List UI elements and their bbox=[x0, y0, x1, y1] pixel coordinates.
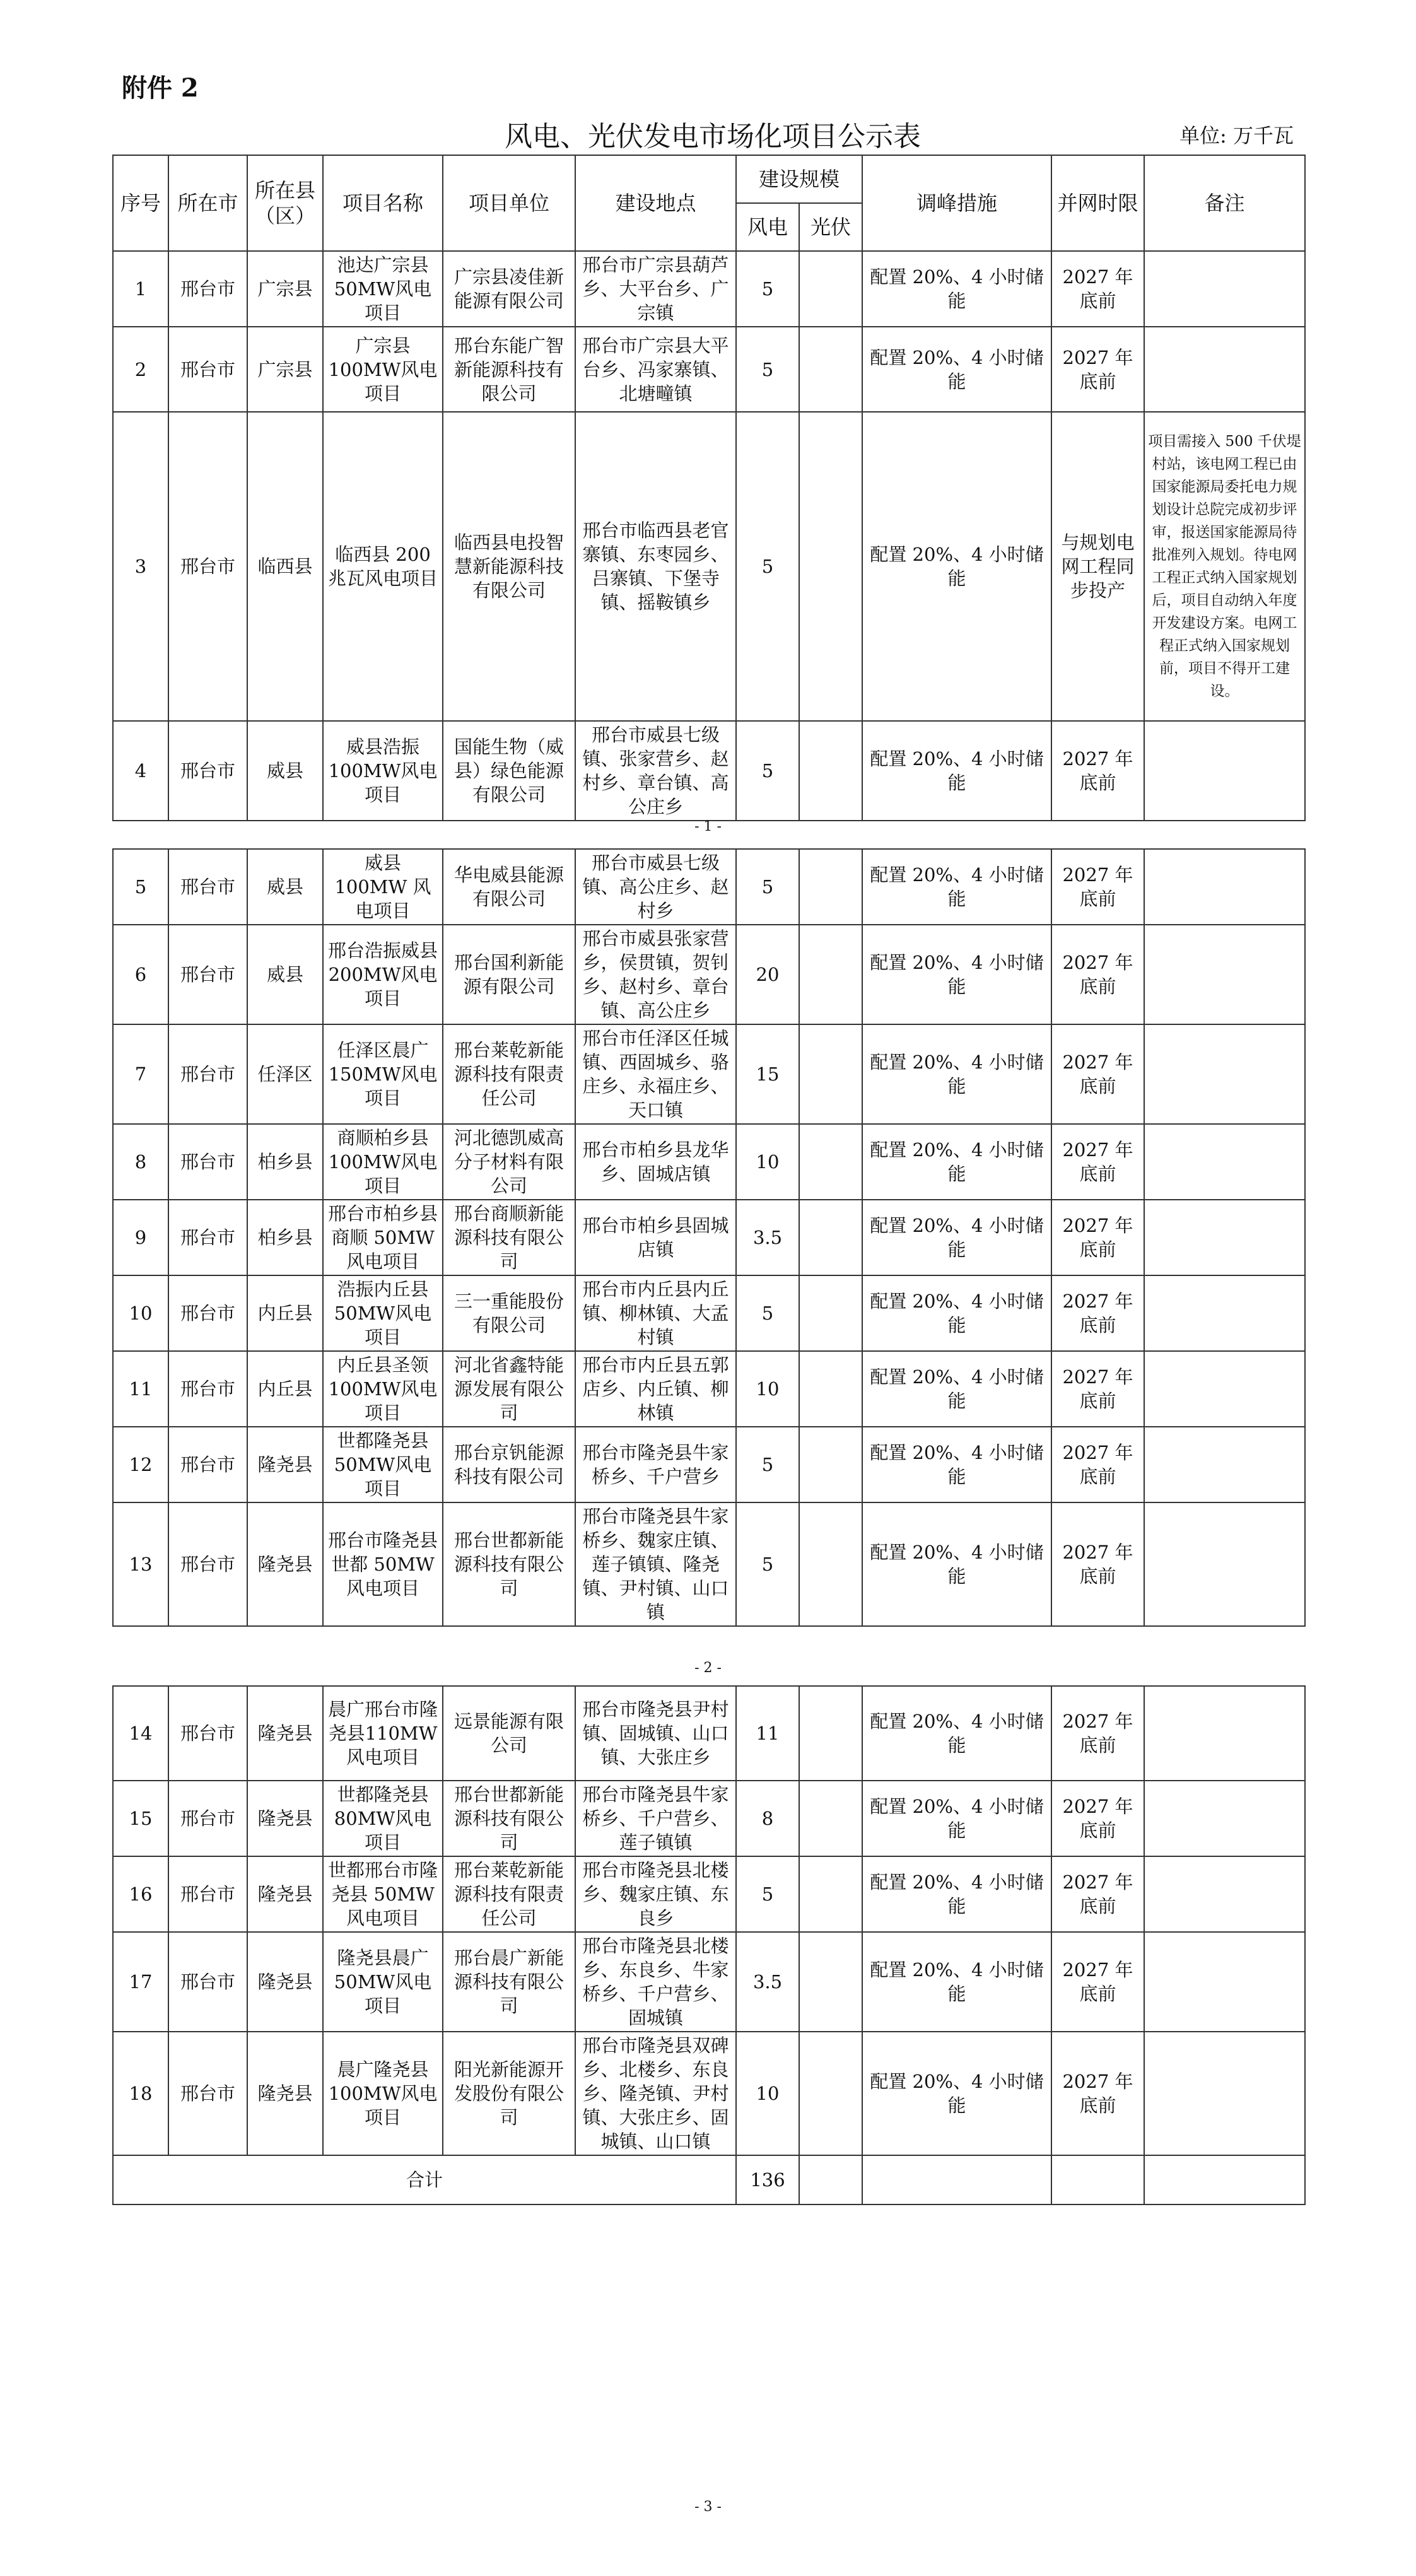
table-row bbox=[113, 251, 1305, 327]
row-remark bbox=[1144, 1200, 1305, 1275]
row-solar-capacity bbox=[799, 1686, 862, 1781]
row-company: 远景能源有限公司 bbox=[443, 1686, 575, 1781]
row-solar-capacity bbox=[799, 412, 862, 721]
row-remark bbox=[1144, 1124, 1305, 1200]
row-project-name: 世都隆尧县50MW风电项目 bbox=[323, 1427, 443, 1502]
row-remark bbox=[1144, 1686, 1305, 1781]
row-grid-deadline: 2027 年底前 bbox=[1051, 1351, 1144, 1427]
row-peak-measure: 配置 20%、4 小时储能 bbox=[862, 412, 1051, 721]
row-city: 邢台市 bbox=[168, 1932, 247, 2032]
row-solar-capacity bbox=[799, 721, 862, 821]
row-wind-capacity: 11 bbox=[736, 1686, 799, 1781]
total-wind: 136 bbox=[736, 2155, 799, 2204]
row-solar-capacity bbox=[799, 1351, 862, 1427]
row-wind-capacity: 5 bbox=[736, 412, 799, 721]
table-row bbox=[113, 327, 1305, 412]
row-city: 邢台市 bbox=[168, 925, 247, 1024]
row-wind-capacity: 5 bbox=[736, 251, 799, 327]
row-seq: 14 bbox=[113, 1686, 168, 1781]
row-grid-deadline: 2027 年底前 bbox=[1051, 1200, 1144, 1275]
row-peak-measure: 配置 20%、4 小时储能 bbox=[862, 1502, 1051, 1626]
row-company: 国能生物（威县）绿色能源有限公司 bbox=[443, 721, 575, 821]
row-solar-capacity bbox=[799, 925, 862, 1024]
row-company: 邢台莱乾新能源科技有限责任公司 bbox=[443, 1024, 575, 1124]
total-peak bbox=[862, 2155, 1051, 2204]
row-project-name: 广宗县100MW风电项目 bbox=[323, 327, 443, 412]
row-seq: 13 bbox=[113, 1502, 168, 1626]
row-city: 邢台市 bbox=[168, 1781, 247, 1856]
table-row bbox=[113, 1024, 1305, 1124]
row-wind-capacity: 5 bbox=[736, 327, 799, 412]
row-company: 广宗县凌佳新能源有限公司 bbox=[443, 251, 575, 327]
row-grid-deadline: 2027 年底前 bbox=[1051, 1124, 1144, 1200]
row-grid-deadline: 与规划电网工程同步投产 bbox=[1051, 412, 1144, 721]
row-grid-deadline: 2027 年底前 bbox=[1051, 2032, 1144, 2155]
row-remark bbox=[1144, 1502, 1305, 1626]
row-seq: 12 bbox=[113, 1427, 168, 1502]
row-solar-capacity bbox=[799, 1502, 862, 1626]
header-grid-time: 并网时限 bbox=[1051, 155, 1144, 251]
total-solar bbox=[799, 2155, 862, 2204]
row-peak-measure: 配置 20%、4 小时储能 bbox=[862, 327, 1051, 412]
row-company: 河北德凯威高分子材料有限公司 bbox=[443, 1124, 575, 1200]
row-peak-measure: 配置 20%、4 小时储能 bbox=[862, 721, 1051, 821]
row-company: 邢台世都新能源科技有限公司 bbox=[443, 1502, 575, 1626]
row-remark bbox=[1144, 1781, 1305, 1856]
row-location: 邢台市柏乡县固城店镇 bbox=[575, 1200, 736, 1275]
row-county: 隆尧县 bbox=[247, 1502, 323, 1626]
row-solar-capacity bbox=[799, 2032, 862, 2155]
row-seq: 10 bbox=[113, 1275, 168, 1351]
row-remark bbox=[1144, 251, 1305, 327]
row-peak-measure: 配置 20%、4 小时储能 bbox=[862, 1351, 1051, 1427]
header-peak: 调峰措施 bbox=[862, 155, 1051, 251]
row-project-name: 内丘县圣领100MW风电项目 bbox=[323, 1351, 443, 1427]
table-row bbox=[113, 849, 1305, 925]
table-row bbox=[113, 1932, 1305, 2032]
row-location: 邢台市临西县老官寨镇、东枣园乡、吕寨镇、下堡寺镇、摇鞍镇乡 bbox=[575, 412, 736, 721]
row-city: 邢台市 bbox=[168, 2032, 247, 2155]
row-seq: 18 bbox=[113, 2032, 168, 2155]
attachment-label: 附件 2 bbox=[122, 73, 199, 103]
row-grid-deadline: 2027 年底前 bbox=[1051, 1856, 1144, 1932]
row-seq: 1 bbox=[113, 251, 168, 327]
row-grid-deadline: 2027 年底前 bbox=[1051, 1502, 1144, 1626]
row-project-name: 池达广宗县50MW风电项目 bbox=[323, 251, 443, 327]
row-seq: 16 bbox=[113, 1856, 168, 1932]
row-city: 邢台市 bbox=[168, 1427, 247, 1502]
row-solar-capacity bbox=[799, 1275, 862, 1351]
row-peak-measure: 配置 20%、4 小时储能 bbox=[862, 1427, 1051, 1502]
row-remark: 项目需接入 500 千伏堤村站，该电网工程已由国家能源局委托电力规划设计总院完成初步评审，报送国家能源局待批准列入规划。待电网工程正式纳入国家规划后，项目自动纳入年度开发建设方案。电网工程正式纳入国家规划前，项目不得开工建设。 bbox=[1144, 412, 1305, 721]
row-location: 邢台市广宗县大平台乡、冯家寨镇、北塘疃镇 bbox=[575, 327, 736, 412]
row-peak-measure: 配置 20%、4 小时储能 bbox=[862, 1781, 1051, 1856]
table-row bbox=[113, 1200, 1305, 1275]
row-project-name: 世都邢台市隆尧县 50MW风电项目 bbox=[323, 1856, 443, 1932]
row-remark bbox=[1144, 1427, 1305, 1502]
row-seq: 8 bbox=[113, 1124, 168, 1200]
header-city: 所在市 bbox=[168, 155, 247, 251]
row-peak-measure: 配置 20%、4 小时储能 bbox=[862, 251, 1051, 327]
row-remark bbox=[1144, 1932, 1305, 2032]
row-wind-capacity: 5 bbox=[736, 721, 799, 821]
row-remark bbox=[1144, 1856, 1305, 1932]
row-company: 邢台京钒能源科技有限公司 bbox=[443, 1427, 575, 1502]
row-location: 邢台市广宗县葫芦乡、大平台乡、广宗镇 bbox=[575, 251, 736, 327]
row-project-name: 隆尧县晨广50MW风电项目 bbox=[323, 1932, 443, 2032]
row-county: 任泽区 bbox=[247, 1024, 323, 1124]
row-company: 邢台世都新能源科技有限公司 bbox=[443, 1781, 575, 1856]
total-grid bbox=[1051, 2155, 1144, 2204]
row-county: 临西县 bbox=[247, 412, 323, 721]
row-peak-measure: 配置 20%、4 小时储能 bbox=[862, 1686, 1051, 1781]
row-city: 邢台市 bbox=[168, 721, 247, 821]
row-city: 邢台市 bbox=[168, 1351, 247, 1427]
row-city: 邢台市 bbox=[168, 1200, 247, 1275]
unit-label: 单位: 万千瓦 bbox=[1179, 124, 1294, 148]
table-row bbox=[113, 1124, 1305, 1200]
row-seq: 7 bbox=[113, 1024, 168, 1124]
row-seq: 11 bbox=[113, 1351, 168, 1427]
row-peak-measure: 配置 20%、4 小时储能 bbox=[862, 2032, 1051, 2155]
total-remark bbox=[1144, 2155, 1305, 2204]
row-seq: 6 bbox=[113, 925, 168, 1024]
row-location: 邢台市内丘县五郭店乡、内丘镇、柳林镇 bbox=[575, 1351, 736, 1427]
row-city: 邢台市 bbox=[168, 849, 247, 925]
table-row bbox=[113, 2032, 1305, 2155]
row-city: 邢台市 bbox=[168, 412, 247, 721]
row-seq: 9 bbox=[113, 1200, 168, 1275]
row-location: 邢台市隆尧县牛家桥乡、千户营乡、莲子镇镇 bbox=[575, 1781, 736, 1856]
row-wind-capacity: 5 bbox=[736, 1275, 799, 1351]
row-location: 邢台市任泽区任城镇、西固城乡、骆庄乡、永福庄乡、天口镇 bbox=[575, 1024, 736, 1124]
row-location: 邢台市内丘县内丘镇、柳林镇、大孟村镇 bbox=[575, 1275, 736, 1351]
row-seq: 5 bbox=[113, 849, 168, 925]
row-project-name: 浩振内丘县50MW风电项目 bbox=[323, 1275, 443, 1351]
table-row bbox=[113, 925, 1305, 1024]
row-company: 邢台国利新能源有限公司 bbox=[443, 925, 575, 1024]
row-location: 邢台市威县七级镇、张家营乡、赵村乡、章台镇、高公庄乡 bbox=[575, 721, 736, 821]
row-remark bbox=[1144, 1351, 1305, 1427]
row-peak-measure: 配置 20%、4 小时储能 bbox=[862, 1124, 1051, 1200]
row-location: 邢台市柏乡县龙华乡、固城店镇 bbox=[575, 1124, 736, 1200]
row-grid-deadline: 2027 年底前 bbox=[1051, 721, 1144, 821]
page-number: - 2 - bbox=[694, 1660, 722, 1676]
row-grid-deadline: 2027 年底前 bbox=[1051, 1781, 1144, 1856]
row-remark bbox=[1144, 1024, 1305, 1124]
row-county: 隆尧县 bbox=[247, 1856, 323, 1932]
row-seq: 15 bbox=[113, 1781, 168, 1856]
row-company: 华电威县能源有限公司 bbox=[443, 849, 575, 925]
header-county: 所在县（区） bbox=[247, 155, 323, 251]
row-seq: 2 bbox=[113, 327, 168, 412]
table-body-page-3 bbox=[113, 1686, 1305, 2155]
row-solar-capacity bbox=[799, 1200, 862, 1275]
row-county: 柏乡县 bbox=[247, 1124, 323, 1200]
row-peak-measure: 配置 20%、4 小时储能 bbox=[862, 925, 1051, 1024]
row-peak-measure: 配置 20%、4 小时储能 bbox=[862, 1856, 1051, 1932]
row-project-name: 任泽区晨广150MW风电项目 bbox=[323, 1024, 443, 1124]
row-company: 邢台莱乾新能源科技有限责任公司 bbox=[443, 1856, 575, 1932]
row-grid-deadline: 2027 年底前 bbox=[1051, 1275, 1144, 1351]
header-company: 项目单位 bbox=[443, 155, 575, 251]
row-solar-capacity bbox=[799, 1932, 862, 2032]
total-label: 合计 bbox=[113, 2155, 736, 2204]
row-seq: 17 bbox=[113, 1932, 168, 2032]
row-remark bbox=[1144, 1275, 1305, 1351]
row-location: 邢台市威县七级镇、高公庄乡、赵村乡 bbox=[575, 849, 736, 925]
row-location: 邢台市隆尧县北楼乡、东良乡、牛家桥乡、千户营乡、固城镇 bbox=[575, 1932, 736, 2032]
table-row bbox=[113, 1427, 1305, 1502]
row-peak-measure: 配置 20%、4 小时储能 bbox=[862, 1275, 1051, 1351]
row-wind-capacity: 10 bbox=[736, 1351, 799, 1427]
row-remark bbox=[1144, 721, 1305, 821]
row-company: 三一重能股份有限公司 bbox=[443, 1275, 575, 1351]
row-wind-capacity: 5 bbox=[736, 849, 799, 925]
row-grid-deadline: 2027 年底前 bbox=[1051, 849, 1144, 925]
row-city: 邢台市 bbox=[168, 251, 247, 327]
project-table-page-1 bbox=[112, 155, 1306, 821]
project-table-page-3 bbox=[112, 1685, 1306, 2205]
row-company: 河北省鑫特能源发展有限公司 bbox=[443, 1351, 575, 1427]
row-project-name: 晨广邢台市隆尧县110MW风电项目 bbox=[323, 1686, 443, 1781]
row-wind-capacity: 5 bbox=[736, 1856, 799, 1932]
page-number: - 3 - bbox=[694, 2499, 722, 2515]
row-county: 威县 bbox=[247, 721, 323, 821]
row-county: 隆尧县 bbox=[247, 1427, 323, 1502]
row-remark bbox=[1144, 327, 1305, 412]
header-scale: 建设规模 bbox=[736, 155, 862, 203]
page-number: - 1 - bbox=[694, 819, 722, 834]
row-city: 邢台市 bbox=[168, 1124, 247, 1200]
row-peak-measure: 配置 20%、4 小时储能 bbox=[862, 1200, 1051, 1275]
row-grid-deadline: 2027 年底前 bbox=[1051, 1932, 1144, 2032]
row-location: 邢台市威县张家营乡，侯贯镇，贺钊乡、赵村乡、章台镇、高公庄乡 bbox=[575, 925, 736, 1024]
row-grid-deadline: 2027 年底前 bbox=[1051, 1427, 1144, 1502]
row-peak-measure: 配置 20%、4 小时储能 bbox=[862, 849, 1051, 925]
row-grid-deadline: 2027 年底前 bbox=[1051, 1024, 1144, 1124]
header-remark: 备注 bbox=[1144, 155, 1305, 251]
row-wind-capacity: 5 bbox=[736, 1427, 799, 1502]
table-row bbox=[113, 1275, 1305, 1351]
row-city: 邢台市 bbox=[168, 1502, 247, 1626]
table-row bbox=[113, 1502, 1305, 1626]
table-row bbox=[113, 1351, 1305, 1427]
row-location: 邢台市隆尧县牛家桥乡、魏家庄镇、莲子镇镇、隆尧镇、尹村镇、山口镇 bbox=[575, 1502, 736, 1626]
row-wind-capacity: 8 bbox=[736, 1781, 799, 1856]
row-solar-capacity bbox=[799, 1124, 862, 1200]
row-county: 隆尧县 bbox=[247, 1932, 323, 2032]
row-solar-capacity bbox=[799, 327, 862, 412]
row-project-name: 世都隆尧县80MW风电项目 bbox=[323, 1781, 443, 1856]
row-county: 隆尧县 bbox=[247, 2032, 323, 2155]
row-project-name: 邢台浩振威县200MW风电项目 bbox=[323, 925, 443, 1024]
row-county: 隆尧县 bbox=[247, 1781, 323, 1856]
row-wind-capacity: 15 bbox=[736, 1024, 799, 1124]
row-project-name: 威县 100MW 风电项目 bbox=[323, 849, 443, 925]
row-company: 阳光新能源开发股份有限公司 bbox=[443, 2032, 575, 2155]
row-grid-deadline: 2027 年底前 bbox=[1051, 327, 1144, 412]
table-row bbox=[113, 721, 1305, 821]
row-company: 临西县电投智慧新能源科技有限公司 bbox=[443, 412, 575, 721]
row-grid-deadline: 2027 年底前 bbox=[1051, 251, 1144, 327]
row-city: 邢台市 bbox=[168, 1686, 247, 1781]
table-row bbox=[113, 412, 1305, 721]
row-peak-measure: 配置 20%、4 小时储能 bbox=[862, 1932, 1051, 2032]
row-county: 威县 bbox=[247, 925, 323, 1024]
row-county: 内丘县 bbox=[247, 1275, 323, 1351]
row-location: 邢台市隆尧县牛家桥乡、千户营乡 bbox=[575, 1427, 736, 1502]
row-solar-capacity bbox=[799, 251, 862, 327]
row-peak-measure: 配置 20%、4 小时储能 bbox=[862, 1024, 1051, 1124]
row-wind-capacity: 3.5 bbox=[736, 1932, 799, 2032]
row-company: 邢台商顺新能源科技有限公司 bbox=[443, 1200, 575, 1275]
row-county: 隆尧县 bbox=[247, 1686, 323, 1781]
row-remark bbox=[1144, 925, 1305, 1024]
header-wind: 风电 bbox=[736, 203, 799, 251]
row-seq: 4 bbox=[113, 721, 168, 821]
row-county: 广宗县 bbox=[247, 251, 323, 327]
row-project-name: 商顺柏乡县100MW风电项目 bbox=[323, 1124, 443, 1200]
row-project-name: 威县浩振100MW风电项目 bbox=[323, 721, 443, 821]
row-project-name: 临西县 200 兆瓦风电项目 bbox=[323, 412, 443, 721]
row-location: 邢台市隆尧县双碑乡、北楼乡、东良乡、隆尧镇、尹村镇、大张庄乡、固城镇、山口镇 bbox=[575, 2032, 736, 2155]
row-remark bbox=[1144, 849, 1305, 925]
row-wind-capacity: 10 bbox=[736, 1124, 799, 1200]
header-seq: 序号 bbox=[113, 155, 168, 251]
row-county: 柏乡县 bbox=[247, 1200, 323, 1275]
row-wind-capacity: 20 bbox=[736, 925, 799, 1024]
row-seq: 3 bbox=[113, 412, 168, 721]
row-solar-capacity bbox=[799, 849, 862, 925]
row-city: 邢台市 bbox=[168, 1024, 247, 1124]
row-remark bbox=[1144, 2032, 1305, 2155]
row-city: 邢台市 bbox=[168, 327, 247, 412]
row-wind-capacity: 3.5 bbox=[736, 1200, 799, 1275]
row-grid-deadline: 2027 年底前 bbox=[1051, 925, 1144, 1024]
row-solar-capacity bbox=[799, 1024, 862, 1124]
row-county: 内丘县 bbox=[247, 1351, 323, 1427]
row-city: 邢台市 bbox=[168, 1275, 247, 1351]
header-solar: 光伏 bbox=[799, 203, 862, 251]
table-row bbox=[113, 1781, 1305, 1856]
document-title: 风电、光伏发电市场化项目公示表 bbox=[505, 120, 921, 153]
project-table-page-2 bbox=[112, 848, 1306, 1627]
table-row bbox=[113, 1856, 1305, 1932]
row-grid-deadline: 2027 年底前 bbox=[1051, 1686, 1144, 1781]
row-company: 邢台东能广智新能源科技有限公司 bbox=[443, 327, 575, 412]
row-location: 邢台市隆尧县北楼乡、魏家庄镇、东良乡 bbox=[575, 1856, 736, 1932]
row-wind-capacity: 10 bbox=[736, 2032, 799, 2155]
row-solar-capacity bbox=[799, 1781, 862, 1856]
row-county: 威县 bbox=[247, 849, 323, 925]
table-body-page-1 bbox=[113, 251, 1305, 821]
header-name: 项目名称 bbox=[323, 155, 443, 251]
header-location: 建设地点 bbox=[575, 155, 736, 251]
row-project-name: 邢台市柏乡县商顺 50MW 风电项目 bbox=[323, 1200, 443, 1275]
row-city: 邢台市 bbox=[168, 1856, 247, 1932]
row-wind-capacity: 5 bbox=[736, 1502, 799, 1626]
row-project-name: 晨广隆尧县100MW风电项目 bbox=[323, 2032, 443, 2155]
row-location: 邢台市隆尧县尹村镇、固城镇、山口镇、大张庄乡 bbox=[575, 1686, 736, 1781]
row-solar-capacity bbox=[799, 1427, 862, 1502]
row-county: 广宗县 bbox=[247, 327, 323, 412]
table-body-page-2 bbox=[113, 849, 1305, 1626]
row-solar-capacity bbox=[799, 1856, 862, 1932]
row-project-name: 邢台市隆尧县世都 50MW风电项目 bbox=[323, 1502, 443, 1626]
table-row bbox=[113, 1686, 1305, 1781]
row-company: 邢台晨广新能源科技有限公司 bbox=[443, 1932, 575, 2032]
